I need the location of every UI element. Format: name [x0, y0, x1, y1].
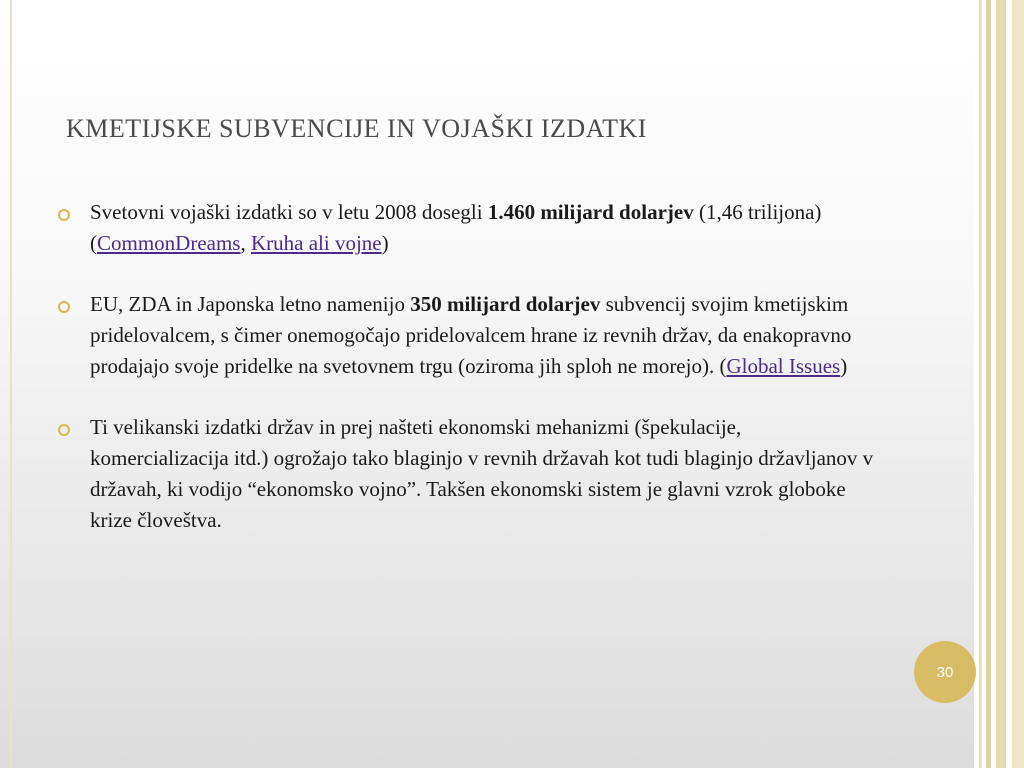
bullet-text: ) [840, 354, 848, 378]
stripe [996, 0, 1006, 768]
bullet-text: subvencij svojim kmetijskim pridelovalcem, s čimer onemogočajo pridelovalcem hrane iz revnih držav, da enakopravno prodajajo svoje pridelke na svetovnem trgu (oziroma jih sploh ne morejo). ( [90, 292, 852, 378]
page-number-badge [914, 641, 976, 703]
right-decorative-stripes [974, 0, 1024, 768]
left-border-line [10, 0, 12, 768]
link-global-issues[interactable]: Global Issues [726, 354, 841, 378]
bullet-item [58, 289, 878, 382]
page-number: 30 [936, 663, 954, 681]
bullet-separator: , [240, 231, 251, 255]
bullet-text: Ti velikanski izdatki držav in prej našteti ekonomski mehanizmi (špekulacije, komercializacija itd.) ogrožajo tako blaginjo v revnih državah kot tudi blaginjo državljanov v državah, ki vodijo “ekonomsko vojno”. Takšen ekonomski sistem je glavni vzrok globoke krize človeštva. [90, 415, 874, 532]
bullet-text: ) [381, 231, 389, 255]
bullet-circle-icon [58, 301, 70, 313]
bullet-text: (1,46 trilijona) ( [90, 200, 822, 255]
bullet-list [58, 197, 878, 566]
bullet-item [58, 412, 878, 536]
stripe [986, 0, 991, 768]
bullet-circle-icon [58, 209, 70, 221]
link-kruha-ali-vojne[interactable]: Kruha ali vojne [250, 231, 382, 255]
stripe [1012, 0, 1024, 768]
bullet-text: Svetovni vojaški izdatki so v letu 2008 dosegli [90, 200, 488, 224]
stripe [979, 0, 982, 768]
slide-title: KMETIJSKE SUBVENCIJE IN VOJAŠKI IZDATKI [66, 114, 647, 143]
bullet-bold-text: 350 milijard dolarjev [410, 292, 601, 316]
bullet-text: EU, ZDA in Japonska letno namenijo [90, 292, 411, 316]
bullet-circle-icon [58, 424, 70, 436]
bullet-bold-text: 1.460 milijard dolarjev [487, 200, 694, 224]
bullet-item [58, 197, 878, 259]
link-commondreams[interactable]: CommonDreams [97, 231, 241, 255]
